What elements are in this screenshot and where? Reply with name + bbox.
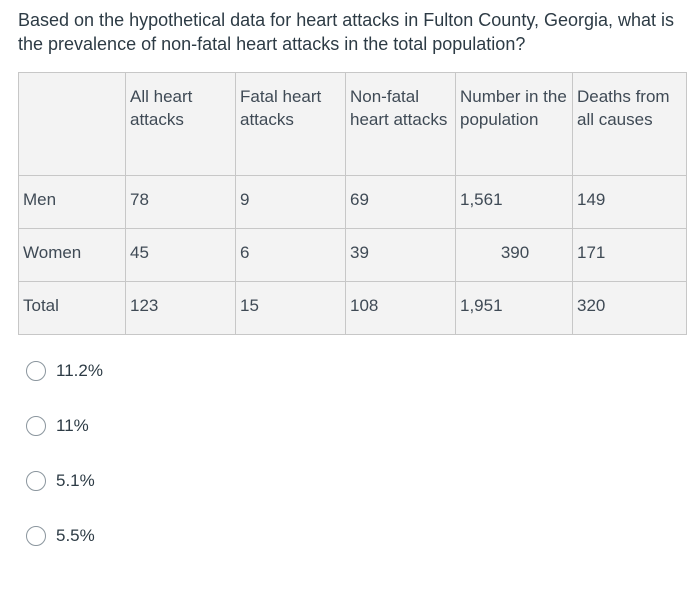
table-row: [19, 229, 687, 282]
table-cell: 39: [346, 229, 456, 282]
table-header-cell: Number in the population: [456, 73, 573, 176]
table-header-cell: All heart attacks: [126, 73, 236, 176]
table-cell: 69: [346, 176, 456, 229]
radio-button[interactable]: [26, 361, 46, 381]
table-row: [19, 282, 687, 335]
table-row-label: Men: [19, 176, 126, 229]
answer-label: 5.5%: [56, 526, 95, 545]
table-header-cell: Non-fatal heart attacks: [346, 73, 456, 176]
table-cell: 45: [126, 229, 236, 282]
radio-button[interactable]: [26, 471, 46, 491]
table-cell: 1,951: [456, 282, 573, 335]
data-table-container: [18, 72, 686, 334]
table-cell: 171: [573, 229, 687, 282]
table-header-cell: Deaths from all causes: [573, 73, 687, 176]
radio-button[interactable]: [26, 416, 46, 436]
heart-attack-data-table: [18, 72, 687, 335]
table-cell: 108: [346, 282, 456, 335]
table-cell: 123: [126, 282, 236, 335]
table-cell: 9: [236, 176, 346, 229]
table-row: [19, 176, 687, 229]
table-row-label: Total: [19, 282, 126, 335]
answer-label: 5.1%: [56, 471, 95, 490]
table-cell: 1,561: [456, 176, 573, 229]
table-header-cell: [19, 73, 126, 176]
table-cell: 78: [126, 176, 236, 229]
table-cell: 390: [456, 229, 573, 282]
answer-label: 11%: [56, 416, 89, 435]
table-cell: 15: [236, 282, 346, 335]
table-row-label: Women: [19, 229, 126, 282]
radio-button[interactable]: [26, 526, 46, 546]
answer-options: [26, 356, 103, 576]
answer-option[interactable]: [26, 356, 103, 386]
answer-option[interactable]: [26, 466, 103, 496]
answer-label: 11.2%: [56, 361, 103, 380]
table-cell: 320: [573, 282, 687, 335]
answer-option[interactable]: [26, 521, 103, 551]
table-cell: 149: [573, 176, 687, 229]
table-header-row: [19, 73, 687, 176]
table-cell: 6: [236, 229, 346, 282]
table-header-cell: Fatal heart attacks: [236, 73, 346, 176]
answer-option[interactable]: [26, 411, 103, 441]
question-text: Based on the hypothetical data for heart attacks in Fulton County, Georgia, what is the prevalence of non-fatal heart attacks in the total population?: [18, 10, 675, 54]
